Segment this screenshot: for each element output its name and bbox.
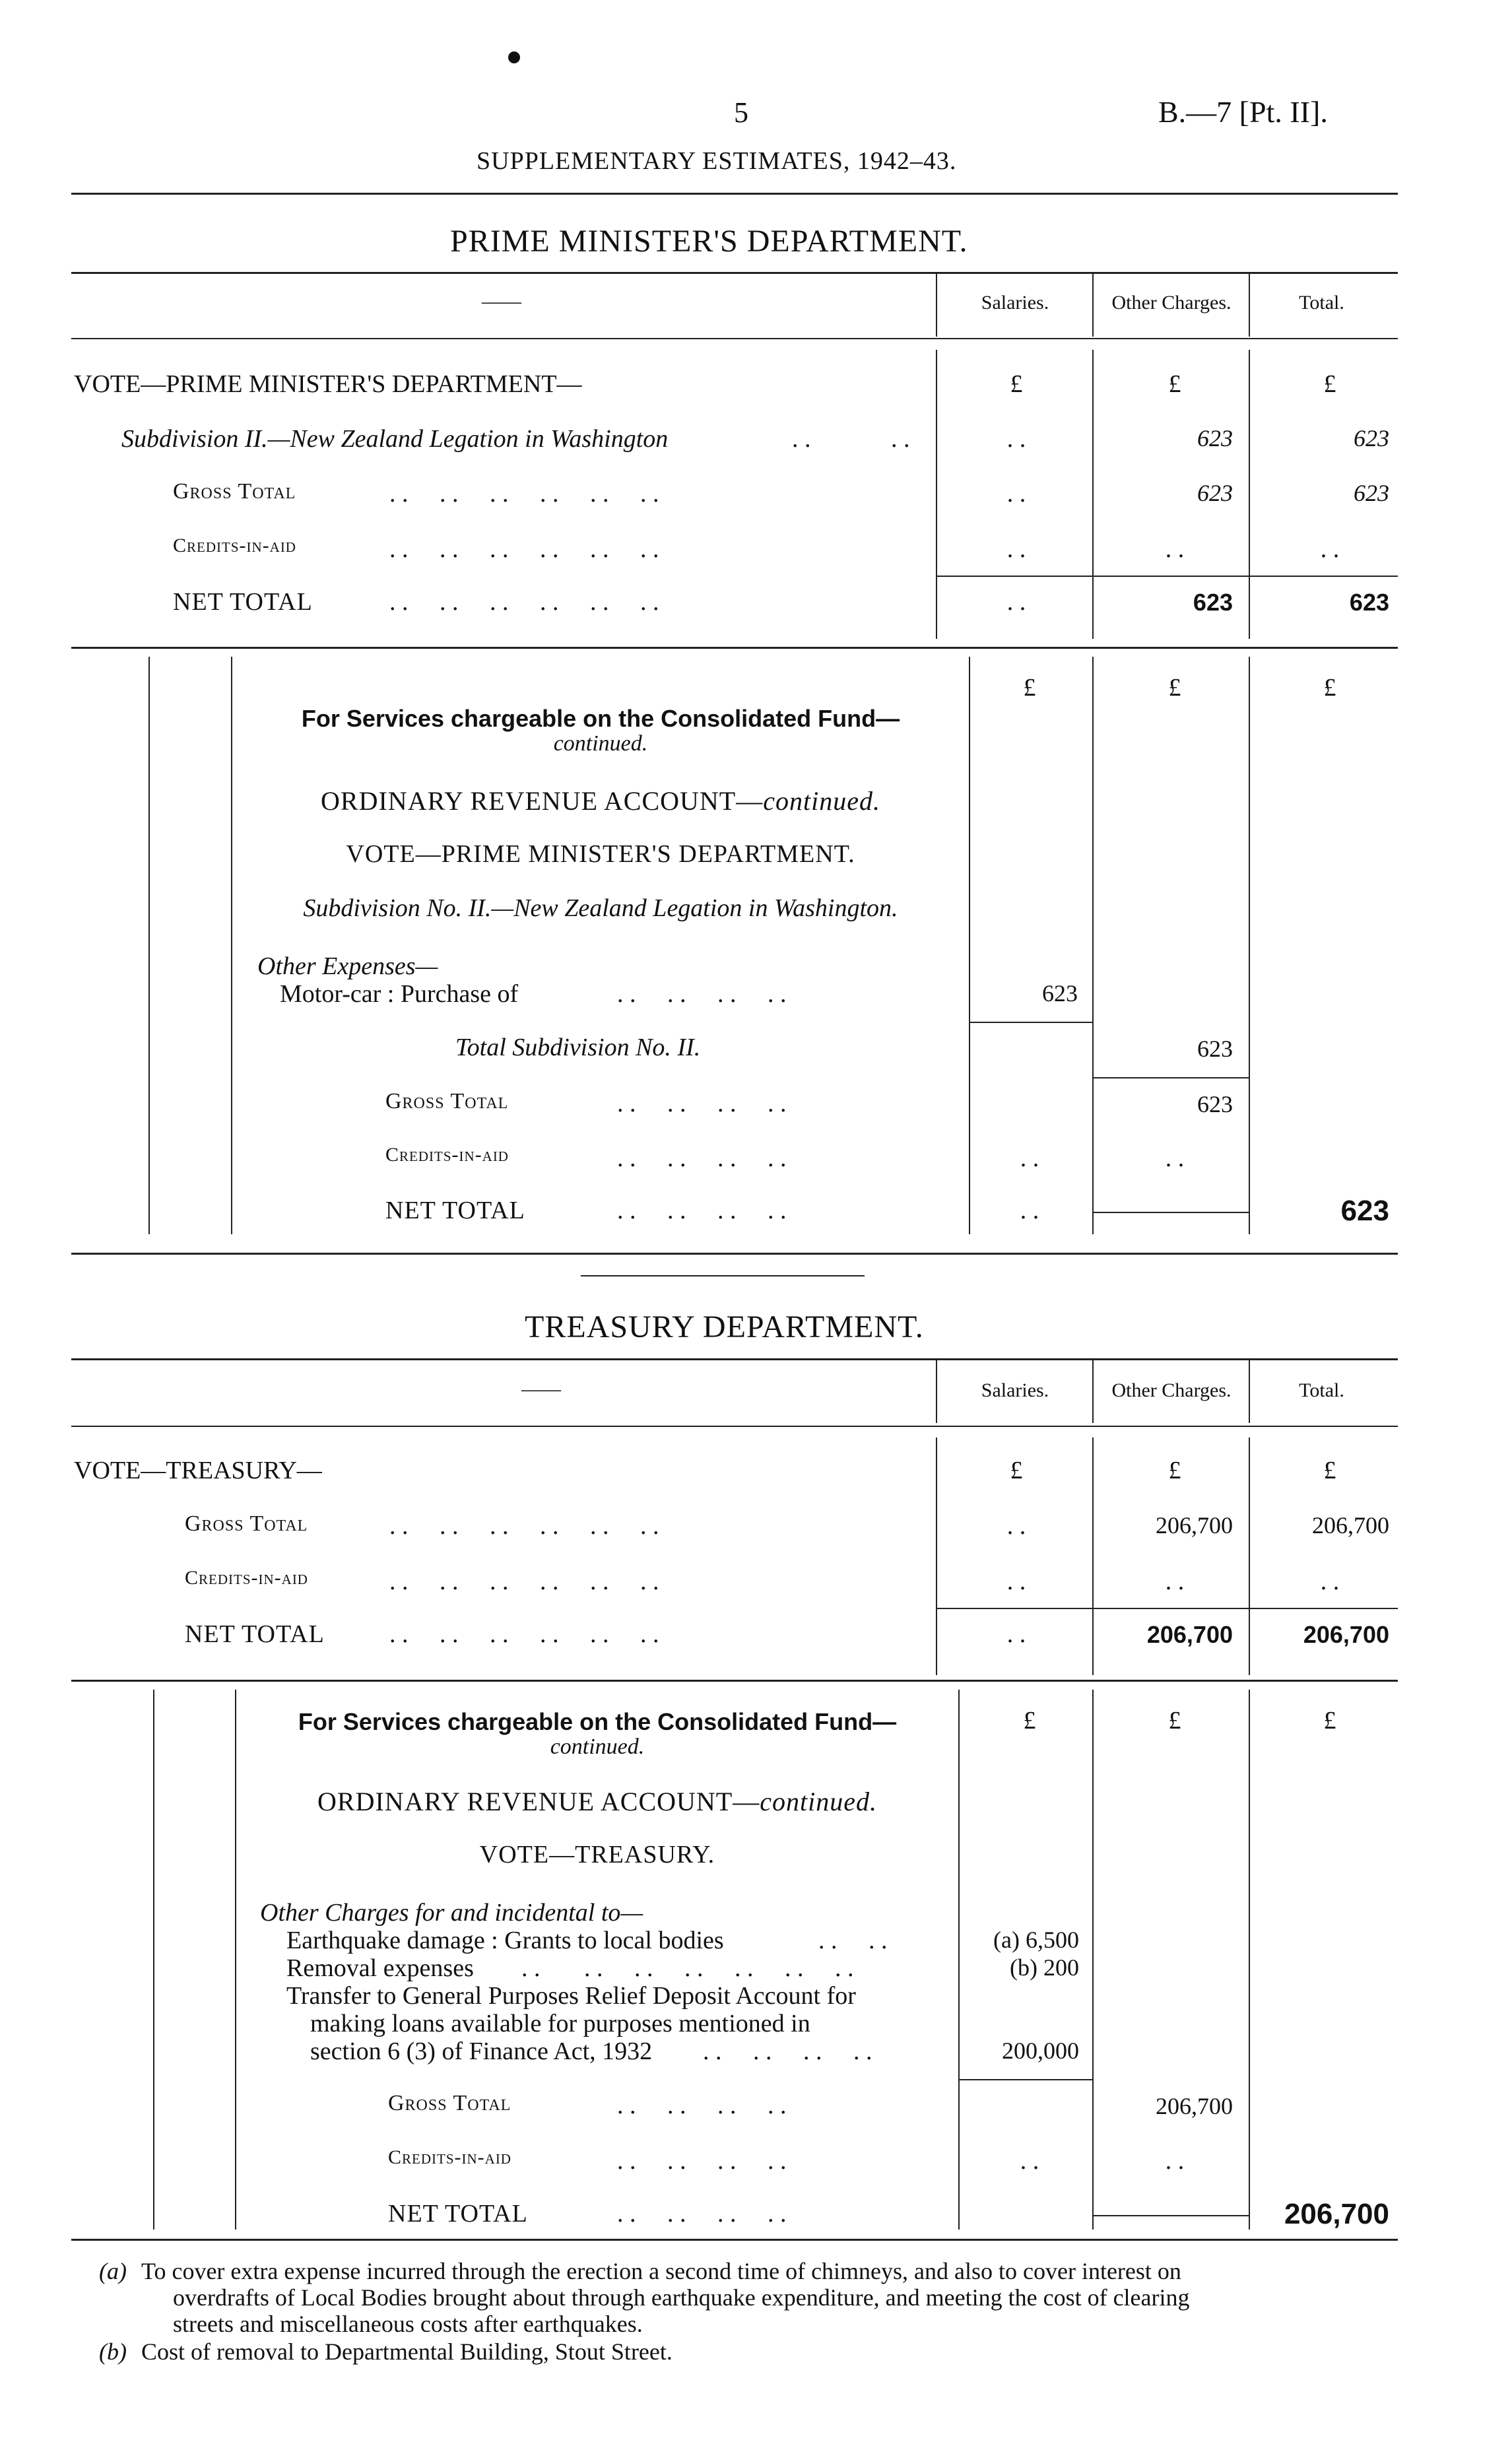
pm-detail-gross-label: Gross Total: [385, 1089, 509, 1113]
pm-detail-credits-salaries: . .: [1020, 1144, 1039, 1172]
tr-hdr-vline-3: [1249, 1360, 1250, 1423]
section-separator-rule: [581, 1275, 865, 1276]
pm-credits-salaries: . .: [1006, 535, 1026, 563]
pm-col-dash: ——: [482, 290, 521, 312]
tr-col-salaries: Salaries.: [981, 1379, 1049, 1401]
pm-net-other: 623: [1193, 589, 1233, 616]
title-rule: [71, 193, 1398, 195]
pm-detail-vline-d: [1092, 657, 1094, 1234]
footnote-a-line-3: streets and miscellaneous costs after earthquakes.: [173, 2311, 643, 2337]
pm-detail-net-label: NET TOTAL: [385, 1197, 525, 1224]
footnote-b-mark: (b): [99, 2338, 127, 2365]
tr-detail-transfer-2: making loans available for purposes mentioned in: [310, 2010, 810, 2037]
tr-detail-other-charges: Other Charges for and incidental to—: [260, 1899, 643, 1927]
tr-transfer-value: 200,000: [1002, 2037, 1079, 2064]
tr-detail-net-label: NET TOTAL: [388, 2200, 528, 2228]
pm-hdr-vline-2: [1092, 273, 1094, 337]
tr-section-end-rule: [71, 2239, 1398, 2241]
pm-detail-gross-leader: . . . . . . . .: [617, 1090, 787, 1117]
tr-removal-leader: . . . . . . . . . . . . . .: [521, 1954, 854, 1982]
tr-detail-pound-1: £: [1023, 1707, 1036, 1735]
pm-motor-value: 623: [1042, 980, 1078, 1007]
pm-total-sub-value: 623: [1197, 1036, 1233, 1062]
tr-col-other: Other Charges.: [1111, 1379, 1232, 1401]
pm-detail-vline-c: [969, 657, 970, 1234]
tr-detail-vote: VOTE—TREASURY.: [479, 1841, 715, 1869]
tr-credits-label: Credits-in-aid: [185, 1567, 308, 1589]
tr-net-leader: . . . . . . . . . . . .: [389, 1620, 659, 1648]
tr-detail-net-rule: [1094, 2215, 1249, 2216]
pm-total-pound: £: [1323, 370, 1336, 398]
treasury-heading: TREASURY DEPARTMENT.: [525, 1309, 924, 1344]
tr-net-other: 206,700: [1146, 1621, 1233, 1648]
pm-detail-net-salaries: . .: [1020, 1197, 1039, 1224]
tr-summary-bottom-rule: [71, 1680, 1398, 1682]
tr-total-pound: £: [1323, 1457, 1336, 1484]
tr-detail-vline-b: [235, 1690, 236, 2230]
tr-removal-value: (b) 200: [1010, 1954, 1079, 1981]
page-title: SUPPLEMENTARY ESTIMATES, 1942–43.: [477, 147, 957, 175]
pm-detail-pound-2: £: [1168, 674, 1181, 702]
tr-other-pound: £: [1168, 1457, 1181, 1484]
tr-detail-gross-label: Gross Total: [388, 2091, 511, 2115]
pm-header-top-rule: [71, 272, 1398, 274]
pm-detail-net-leader: . . . . . . . .: [617, 1197, 787, 1224]
tr-earthquake-value: (a) 6,500: [993, 1927, 1079, 1953]
pm-detail-gross-value: 623: [1197, 1091, 1233, 1117]
pm-net-top-rule: [937, 576, 1398, 577]
pm-detail-net-rule: [1094, 1212, 1249, 1213]
pm-col-other: Other Charges.: [1111, 292, 1232, 314]
pm-gross-label: Gross Total: [173, 479, 296, 504]
tr-net-salaries: . .: [1006, 1620, 1026, 1648]
tr-detail-net-leader: . . . . . . . .: [617, 2200, 787, 2228]
tr-gross-total: 206,700: [1312, 1512, 1389, 1538]
tr-net-total: 206,700: [1303, 1621, 1389, 1648]
pm-vline-2: [1092, 350, 1094, 639]
pm-gross-other: 623: [1197, 480, 1233, 506]
pm-credits-other: . .: [1165, 535, 1185, 563]
pm-section-end-rule: [71, 1253, 1398, 1255]
tr-net-label: NET TOTAL: [185, 1620, 325, 1648]
footnote-a-line-2: overdrafts of Local Bodies brought about through earthquake expenditure, and meeting the cost of clearing: [173, 2284, 1190, 2311]
pm-gross-salaries: . .: [1006, 480, 1026, 508]
pm-sub-leader: . .: [792, 425, 811, 453]
tr-detail-vline-d: [1092, 1690, 1094, 2230]
tr-gross-label: Gross Total: [185, 1511, 308, 1536]
pm-detail-vline-a: [148, 657, 150, 1234]
tr-transfer-leader: . . . . . . . .: [703, 2037, 872, 2065]
tr-gross-salaries: . .: [1006, 1512, 1026, 1540]
pm-detail-net-value: 623: [1340, 1195, 1389, 1227]
pm-subdivision-label: Subdivision II.—New Zealand Legation in Washington: [121, 425, 669, 453]
pm-col-total: Total.: [1299, 292, 1344, 314]
footnote-a-mark: (a): [99, 2258, 127, 2284]
tr-detail-services: For Services chargeable on the Consolidated Fund—: [298, 1708, 897, 1735]
pm-credits-leader: . . . . . . . . . . . .: [389, 535, 659, 563]
tr-credits-total: . .: [1320, 1568, 1340, 1595]
tr-vline-2: [1092, 1438, 1094, 1675]
pm-total-sub-label: Total Subdivision No. II.: [455, 1034, 701, 1061]
tr-vote-label: VOTE—TREASURY—: [74, 1457, 322, 1484]
pm-detail-continued: continued.: [553, 731, 648, 756]
pm-hdr-vline-3: [1249, 273, 1250, 337]
pm-detail-motor: Motor-car : Purchase of: [280, 980, 519, 1008]
tr-hdr-vline-2: [1092, 1360, 1094, 1423]
pm-sub-leader-2: . .: [891, 425, 910, 453]
tr-vline-1: [936, 1438, 937, 1675]
tr-detail-vline-c: [958, 1690, 960, 2230]
tr-credits-salaries: . .: [1006, 1568, 1026, 1595]
pm-sub-other: 623: [1197, 425, 1233, 451]
pm-net-leader: . . . . . . . . . . . .: [389, 588, 659, 616]
tr-detail-pound-2: £: [1168, 1707, 1181, 1735]
tr-detail-credits-other: . .: [1165, 2147, 1185, 2175]
tr-detail-vline-e: [1249, 1690, 1250, 2230]
pm-sub-total: 623: [1354, 425, 1389, 451]
tr-detail-continued: continued.: [550, 1735, 645, 1759]
pm-net-label: NET TOTAL: [173, 588, 313, 616]
pm-header-bottom-rule: [71, 338, 1398, 339]
tr-col-dash: ——: [521, 1378, 561, 1400]
pm-net-salaries: . .: [1006, 588, 1026, 616]
pm-gross-leader: . . . . . . . . . . . .: [389, 480, 659, 508]
pm-vline-1: [936, 350, 937, 639]
tr-gross-leader: . . . . . . . . . . . .: [389, 1512, 659, 1540]
tr-detail-vline-a: [153, 1690, 154, 2230]
tr-detail-transfer-1: Transfer to General Purposes Relief Deposit Account for: [286, 1982, 856, 2010]
pm-detail-ordinary: ORDINARY REVENUE ACCOUNT—continued.: [321, 786, 880, 816]
pm-gross-total: 623: [1354, 480, 1389, 506]
tr-detail-transfer-3: section 6 (3) of Finance Act, 1932: [310, 2037, 653, 2065]
tr-header-bottom-rule: [71, 1426, 1398, 1427]
pm-detail-credits-other: . .: [1165, 1144, 1185, 1172]
pm-vote-label: VOTE—PRIME MINISTER'S DEPARTMENT—: [74, 370, 582, 398]
tr-earthquake-leader: . . . .: [818, 1927, 888, 1954]
tr-detail-gross-leader: . . . . . . . .: [617, 2092, 787, 2119]
pm-summary-bottom-rule: [71, 647, 1398, 649]
pm-detail-subdivision: Subdivision No. II.—New Zealand Legation in Washington.: [303, 894, 898, 922]
pm-motor-rule: [970, 1022, 1092, 1023]
tr-salaries-pound: £: [1010, 1457, 1023, 1484]
pm-detail-pound-1: £: [1023, 674, 1036, 702]
tr-transfer-rule: [960, 2079, 1092, 2080]
pm-detail-other-expenses: Other Expenses—: [257, 952, 438, 980]
pm-detail-pound-3: £: [1323, 674, 1336, 702]
tr-vline-3: [1249, 1438, 1250, 1675]
pm-vline-3: [1249, 350, 1250, 639]
tr-hdr-vline-1: [936, 1360, 937, 1423]
pm-net-total: 623: [1349, 589, 1389, 616]
pm-other-pound: £: [1168, 370, 1181, 398]
pm-sub-salaries: . .: [1006, 425, 1026, 453]
tr-credits-other: . .: [1165, 1568, 1185, 1595]
pm-detail-services: For Services chargeable on the Consolidated Fund—: [301, 705, 900, 732]
tr-col-total: Total.: [1299, 1379, 1344, 1401]
tr-detail-gross-value: 206,700: [1156, 2093, 1233, 2119]
pm-detail-credits-label: Credits-in-aid: [385, 1144, 509, 1166]
pm-detail-vline-b: [231, 657, 232, 1234]
pm-heading: PRIME MINISTER'S DEPARTMENT.: [450, 224, 968, 259]
tr-detail-net-value: 206,700: [1284, 2198, 1389, 2230]
tr-gross-other: 206,700: [1156, 1512, 1233, 1538]
page-dot: [508, 51, 520, 63]
tr-detail-ordinary: ORDINARY REVENUE ACCOUNT—continued.: [317, 1787, 877, 1816]
pm-salaries-pound: £: [1010, 370, 1023, 398]
pm-motor-leader: . . . . . . . .: [617, 980, 787, 1008]
pm-credits-label: Credits-in-aid: [173, 535, 296, 556]
footnote-b-line-1: Cost of removal to Departmental Building, Stout Street.: [141, 2338, 673, 2365]
pm-total-sub-rule: [1094, 1077, 1249, 1078]
footnote-a-line-1: To cover extra expense incurred through the erection a second time of chimneys, and also to cover interest on: [141, 2258, 1181, 2284]
tr-detail-credits-label: Credits-in-aid: [388, 2146, 511, 2168]
pm-credits-total: . .: [1320, 535, 1340, 563]
tr-detail-removal: Removal expenses: [286, 1954, 474, 1982]
pm-detail-credits-leader: . . . . . . . .: [617, 1144, 787, 1172]
tr-detail-credits-leader: . . . . . . . .: [617, 2147, 787, 2175]
tr-credits-leader: . . . . . . . . . . . .: [389, 1568, 659, 1595]
tr-detail-credits-salaries: . .: [1020, 2147, 1039, 2175]
pm-detail-vote: VOTE—PRIME MINISTER'S DEPARTMENT.: [346, 840, 855, 868]
page-number: 5: [734, 96, 748, 129]
pm-hdr-vline-1: [936, 273, 937, 337]
pm-col-salaries: Salaries.: [981, 292, 1049, 314]
tr-header-top-rule: [71, 1358, 1398, 1360]
document-code: B.—7 [Pt. II].: [1158, 95, 1328, 129]
tr-net-top-rule: [937, 1608, 1398, 1609]
tr-detail-earthquake: Earthquake damage : Grants to local bodies: [286, 1927, 724, 1954]
tr-detail-pound-3: £: [1323, 1707, 1336, 1735]
pm-detail-vline-e: [1249, 657, 1250, 1234]
